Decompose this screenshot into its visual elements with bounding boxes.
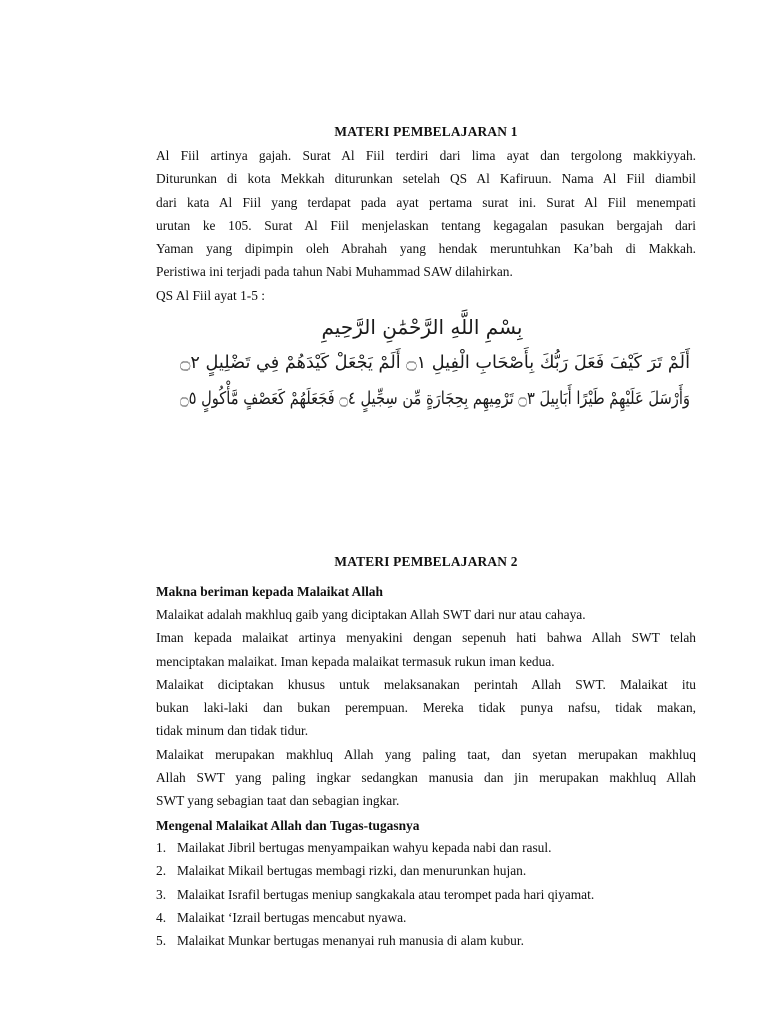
subtitle-mengenal-malaikat: Mengenal Malaikat Allah dan Tugas-tugasnya: [156, 818, 420, 833]
section-1-paragraph: [156, 144, 696, 307]
subtitle-makna-beriman: Makna beriman kepada Malaikat Allah: [156, 584, 383, 599]
malaikat-task-list: [156, 836, 696, 952]
svg-text:وَأَرْسَلَ عَلَيْهِمْ طَيْرًا: وَأَرْسَلَ عَلَيْهِمْ طَيْرًا أَبَابِيلَ ۝٣ تَرْمِيهِم بِحِجَارَةٍ مِّن سِجِّيلٍ ۝٤ فَجَعَلَهُمْ كَعَصْفٍ مَّأْكُولٍ ۝٥: [180, 389, 721, 409]
paragraph-line: bukan laki-laki dan bukan perempuan. Mereka tidak punya nafsu, tidak makan,: [156, 700, 696, 716]
list-item-text: Mailakat Jibril bertugas menyampaikan wahyu kepada nabi dan rasul.: [177, 840, 552, 855]
svg-text:بِسْمِ اللَّهِ الرَّحْمَٰنِ ال: بِسْمِ اللَّهِ الرَّحْمَٰنِ الرَّحِيمِ: [321, 315, 523, 339]
list-item-number: 3.: [156, 886, 167, 902]
section-1-title: MATERI PEMBELAJARAN 1: [334, 124, 518, 139]
paragraph-line: Malaikat diciptakan khusus untuk melaksanakan perintah Allah SWT. Malaikat itu: [156, 676, 696, 692]
verse-label: QS Al Fiil ayat 1-5 :: [156, 287, 265, 303]
paragraph-line: Malaikat merupakan makhluq Allah yang paling taat, dan syetan merupakan makhluq: [156, 746, 696, 762]
list-item-number: 2.: [156, 863, 167, 879]
paragraph-line: dari kata Al Fiil yang terdapat pada ayat pertama surat ini. Surat Al Fiil menempati: [156, 194, 696, 210]
paragraph-line: Malaikat adalah makhluq gaib yang diciptakan Allah SWT dari nur atau cahaya.: [156, 607, 586, 622]
list-item-text: Malaikat Israfil bertugas meniup sangkakala atau terompet pada hari qiyamat.: [177, 886, 595, 902]
list-item: [156, 883, 696, 906]
list-item-text: Malaikat Munkar bertugas menanyai ruh manusia di alam kubur.: [177, 933, 524, 949]
list-item-number: 1.: [156, 840, 167, 855]
list-item: [156, 906, 696, 929]
paragraph-line: urutan ke 105. Surat Al Fiil menjelaskan tentang kegagalan pasukan bergajah dari: [156, 217, 696, 233]
list-item-number: 4.: [156, 909, 167, 925]
list-item: [156, 836, 696, 859]
list-item-text: Malaikat Mikail bertugas membagi rizki, dan menurunkan hujan.: [177, 863, 527, 879]
paragraph-line: tidak minum dan tidak tidur.: [156, 723, 309, 739]
paragraph-line: Allah SWT yang paling ingkar sedangkan manusia dan jin merupakan makhluq Allah: [156, 770, 696, 786]
paragraph-line: Al Fiil artinya gajah. Surat Al Fiil terdiri dari lima ayat dan tergolong makkiyyah.: [156, 148, 696, 163]
paragraph-line: menciptakan malaikat. Iman kepada malaikat termasuk rukun iman kedua.: [156, 653, 555, 669]
list-item: [156, 859, 696, 882]
paragraph-line: Iman kepada malaikat artinya menyakini dengan sepenuh hati bahwa Allah SWT telah: [156, 630, 696, 646]
paragraph-line: SWT yang sebagian taat dan sebagian ingkar.: [156, 793, 400, 809]
list-item-text: Malaikat ‘Izrail bertugas mencabut nyawa.: [177, 909, 407, 925]
list-item-number: 5.: [156, 933, 167, 949]
quran-verse-image: [150, 306, 721, 424]
paragraph-line: Diturunkan di kota Mekkah diturunkan setelah QS Al Kafiruun. Nama Al Fiil diambil: [156, 171, 696, 187]
paragraph-line: Peristiwa ini terjadi pada tahun Nabi Muhammad SAW dilahirkan.: [156, 264, 513, 280]
svg-text:أَلَمْ تَرَ كَيْفَ فَعَلَ رَبُ: أَلَمْ تَرَ كَيْفَ فَعَلَ رَبُّكَ بِأَصْحَابِ الْفِيلِ ۝١ أَلَمْ يَجْعَلْ كَيْدَهُمْ فِي تَضْلِيلٍ ۝٢: [179, 353, 688, 373]
section-2-title: MATERI PEMBELAJARAN 2: [334, 554, 518, 569]
list-item: [156, 929, 696, 952]
section-2-paragraph: [156, 603, 696, 813]
paragraph-line: Yaman yang dipimpin oleh Abrahah yang hendak meruntuhkan Ka’bah di Makkah.: [156, 241, 696, 257]
